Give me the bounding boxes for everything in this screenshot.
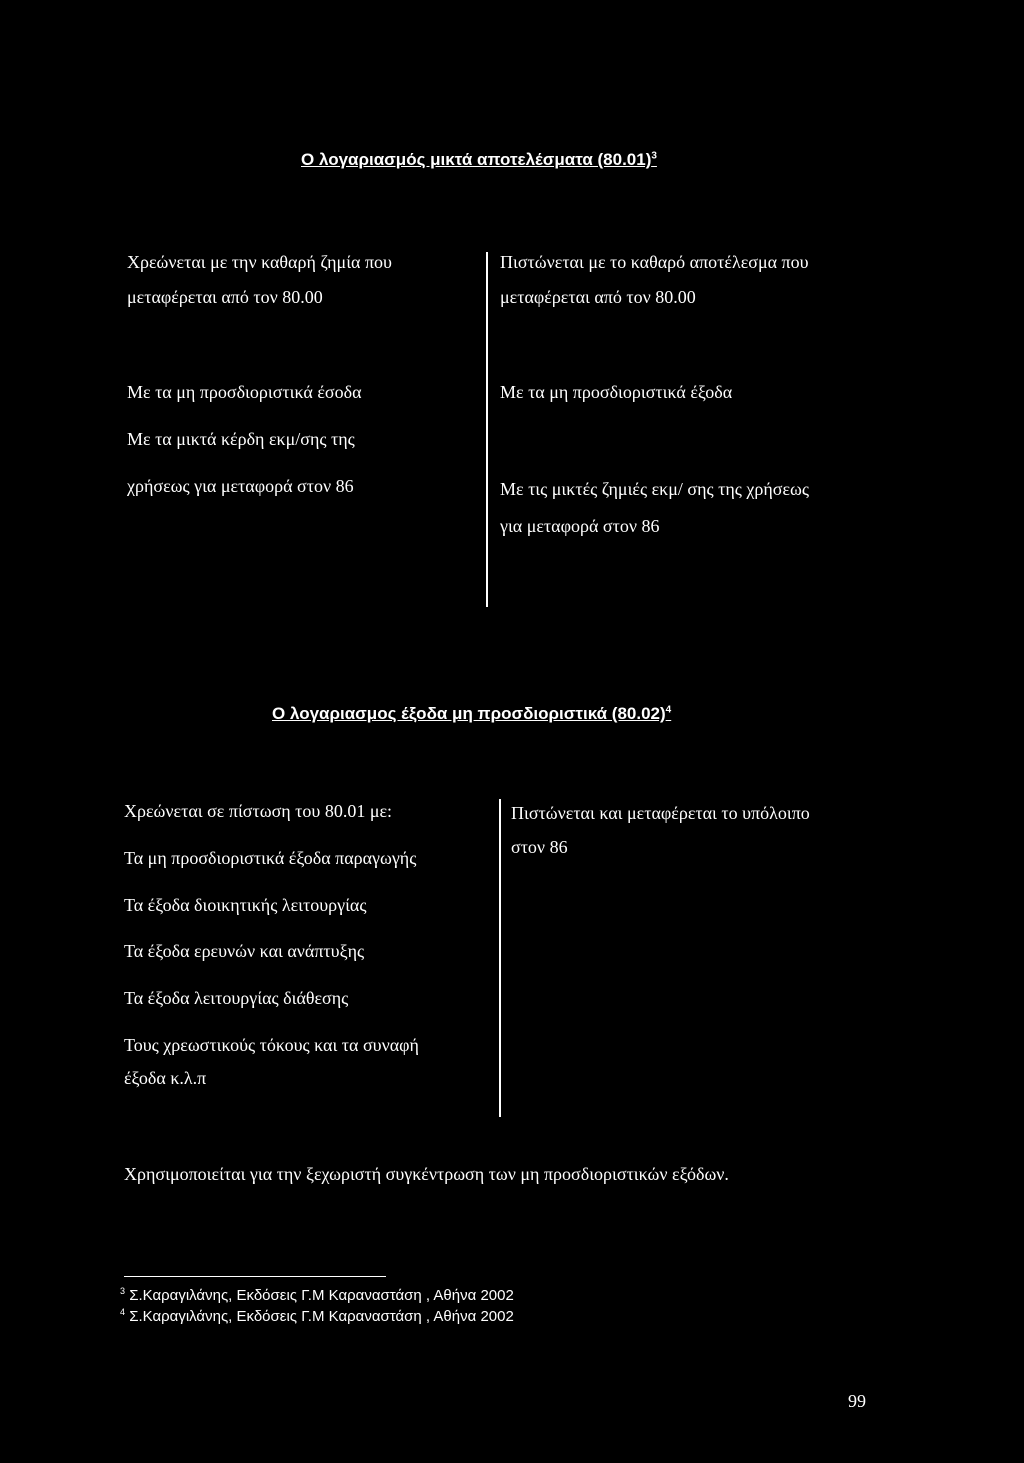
- section1-debit-line: χρήσεως για μεταφορά στον 86: [127, 476, 354, 496]
- section2-credit-line: στον 86: [511, 837, 568, 857]
- section2-debit-line: Τα έξοδα λειτουργίας διάθεσης: [124, 988, 349, 1008]
- section2-title: [272, 704, 671, 724]
- footnote-text: Σ.Καραγιλάνης, Εκδόσεις Γ.Μ Καραναστάση , Αθήνα 2002: [129, 1287, 514, 1304]
- section2-debit-line: Τα έξοδα διοικητικής λειτουργίας: [124, 895, 367, 915]
- section1-title-note: 3: [651, 150, 657, 162]
- section1-debit-line: Με τα μη προσδιοριστικά έσοδα: [127, 382, 362, 402]
- section2-debit-line: Τους χρεωστικούς τόκους και τα συναφή: [124, 1035, 419, 1055]
- section1-title-text: Ο λογαριασμός μικτά αποτελέσματα (80.01): [301, 150, 652, 169]
- section1-credit-line: Με τα μη προσδιοριστικά έξοδα: [500, 382, 733, 402]
- page-number: 99: [848, 1391, 866, 1411]
- section1-title: [301, 150, 657, 170]
- footnote-text: Σ.Καραγιλάνης, Εκδόσεις Γ.Μ Καραναστάση , Αθήνα 2002: [129, 1308, 514, 1325]
- section2-title-text: Ο λογαριασμος έξοδα μη προσδιοριστικά (80.02): [272, 704, 666, 723]
- section2-debit-line: Χρεώνεται σε πίστωση του 80.01 με:: [124, 801, 393, 821]
- footnote: [120, 1307, 514, 1325]
- section1-debit-line: Χρεώνεται με την καθαρή ζημία που: [127, 252, 392, 272]
- footnote-separator: [124, 1276, 386, 1277]
- section1-credit-line: για μεταφορά στον 86: [500, 516, 660, 536]
- section2-debit-line: Τα μη προσδιοριστικά έξοδα παραγωγής: [124, 848, 417, 868]
- footnote: [120, 1286, 514, 1304]
- section2-title-note: 4: [665, 704, 672, 716]
- section2-debit-line: Τα έξοδα ερευνών και ανάπτυξης: [124, 941, 365, 961]
- section1-debit-line: Με τα μικτά κέρδη εκμ/σης της: [127, 429, 355, 449]
- section2-credit-line: Πιστώνεται και μεταφέρεται το υπόλοιπο: [511, 803, 810, 823]
- section1-credit-line: Πιστώνεται με το καθαρό αποτέλεσμα που: [500, 252, 809, 272]
- section2-debit-line: έξοδα κ.λ.π: [124, 1068, 207, 1088]
- footnote-mark: 4: [120, 1307, 126, 1317]
- section2-summary: Χρησιμοποιείται για την ξεχωριστή συγκέντρωση των μη προσδιοριστικών εξόδων.: [124, 1164, 729, 1184]
- section1-divider: [486, 252, 488, 607]
- section1-credit-line: Με τις μικτές ζημιές εκμ/ σης της χρήσεως: [500, 479, 810, 499]
- section1-credit-line: μεταφέρεται από τον 80.00: [500, 287, 696, 307]
- section1-debit-line: μεταφέρεται από τον 80.00: [127, 287, 323, 307]
- section2-divider: [499, 799, 501, 1117]
- footnote-mark: 3: [120, 1286, 126, 1296]
